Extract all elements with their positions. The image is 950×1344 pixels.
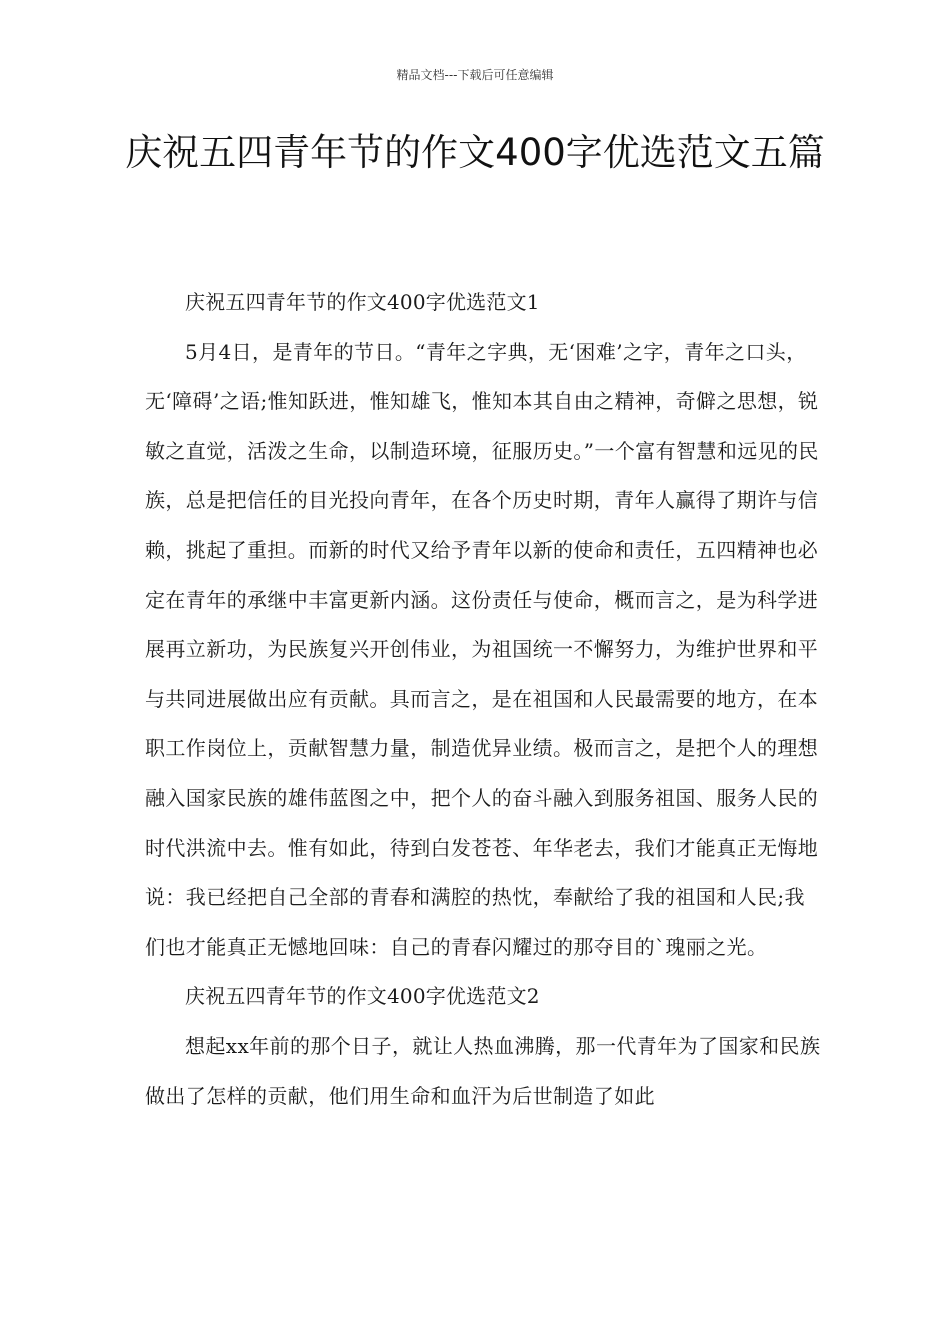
section-heading-2: 庆祝五四青年节的作文400字优选范文2 [185,984,540,1009]
page-header-note: 精品文档---下载后可任意编辑 [396,68,554,82]
section-heading-1: 庆祝五四青年节的作文400字优选范文1 [185,290,540,314]
document-title: 庆祝五四青年节的作文400字优选范文五篇 [125,131,825,174]
document-body [145,278,825,1121]
section-paragraph-2: 想起xx年前的那个日子，就让人热血沸腾，那一代青年为了国家和民族做出了怎样的贡献，他们用生命和血汗为后世制造了如此 [145,1033,821,1108]
section-paragraph-1: 5月4日，是青年的节日。“青年之字典，无‘困难’之字，青年之口头，无‘障碍’之语;惟知跃进，惟知雄飞，惟知本其自由之精神，奇僻之思想，锐敏之直觉，活泼之生命，以制造环境，征服历史。”一个富有智慧和远见的民族，总是把信任的目光投向青年，在各个历史时期，青年人赢得了期许与信赖，挑起了重担。而新的时代又给予青年以新的使命和责任，五四精神也必定在青年的承继中丰富更新内涵。这份责任与使命，概而言之，是为科学进展再立新功，为民族复兴开创伟业，为祖国统一不懈努力，为维护世界和平与共同进展做出应有贡献。具而言之，是在祖国和人民最需要的地方，在本职工作岗位上，贡献智慧力量，制造优异业绩。极而言之，是把个人的理想融入国家民族的雄伟蓝图之中，把个人的奋斗融入到服务祖国、服务人民的时代洪流中去。惟有如此，待到白发苍苍、年华老去，我们才能真正无悔地说：我已经把自己全部的青春和满腔的热忱，奉献给了我的祖国和人民;我们也才能真正无憾地回味：自己的青春闪耀过的那夺目的`瑰丽之光。 [145,339,819,959]
